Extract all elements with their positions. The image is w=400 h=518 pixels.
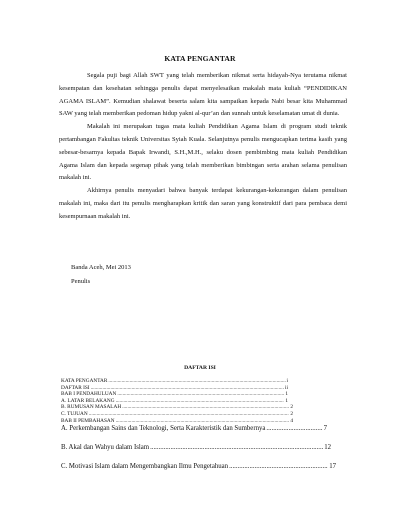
paragraph-3: Akhirnya penulis menyadari bahwa banyak terdapat kekurangan-kekurangan dalam penulisan makalah ini, maka dari itu penulis mengharapkan kritik dan saran yang konstruktif dari para pembaca demi kesempurnaan makalah ini.: [59, 187, 347, 220]
toc-leader: [89, 411, 290, 418]
toc-entry[interactable]: [61, 411, 293, 418]
toc-entry-label: A. LATAR BELAKANG: [61, 397, 115, 404]
toc-entry-page: 4: [290, 417, 293, 424]
toc-title: DAFTAR ISI: [184, 365, 216, 371]
toc-entry[interactable]: [61, 398, 288, 405]
toc-entry-page: 1: [285, 391, 288, 398]
toc-entry-label: BAB II PEMBAHASAN: [61, 417, 115, 424]
toc-entry[interactable]: [61, 378, 288, 385]
toc-entry-label: BAB I PENDAHULUAN: [61, 391, 117, 398]
toc-entry[interactable]: [61, 391, 288, 398]
author-signature: Penulis: [71, 278, 91, 285]
toc-entry-page: 1: [285, 397, 288, 404]
toc-leader: [116, 398, 285, 405]
toc-entry-label: KATA PENGANTAR: [61, 378, 108, 384]
toc-entry-label: C. TUJUAN: [61, 410, 88, 417]
toc-entry-label: DAFTAR ISI: [61, 384, 90, 391]
toc-leader: [122, 404, 289, 411]
foreword-body: [59, 70, 347, 224]
table-of-contents: [61, 378, 349, 471]
toc-entry-page: 2: [290, 404, 293, 411]
toc-entry[interactable]: [61, 425, 327, 433]
toc-entry[interactable]: [61, 444, 331, 452]
toc-entry[interactable]: [61, 404, 293, 411]
toc-leader: [108, 378, 285, 385]
toc-leader: [117, 391, 284, 398]
toc-entry-page: i: [286, 378, 288, 384]
toc-entry-page: ii: [285, 384, 288, 391]
toc-entry-label: B. Akal dan Wahyu dalam Islam: [61, 444, 150, 452]
paragraph-2: Makalah ini merupakan tugas mata kuliah Pendidikan Agama Islam di program studi teknik pertambangan Fakultas teknik Universitas Syiah Kuala. Selanjutnya penulis mengucapkan terima kasih yang sebesar-besarnya kepada Bapak Irwandi, S.H.,M.H., selaku dosen pembimbing mata kuliah Pendidikan Agama Islam dan kepada segenap pihak yang telah memberikan bimbingan serta arahan selama penulisan makalah ini.: [59, 123, 347, 182]
toc-entry-page: 7: [323, 425, 327, 433]
toc-leader: [91, 385, 284, 392]
toc-leader: [116, 418, 290, 425]
toc-entry-label: B. RUMUSAN MASALAH: [61, 404, 122, 411]
toc-leader: [150, 444, 323, 452]
toc-entry[interactable]: [61, 385, 288, 392]
page-title: KATA PENGANTAR: [164, 54, 236, 63]
toc-entry-page: 17: [329, 463, 336, 471]
paragraph-1: Segala puji bagi Allah SWT yang telah memberikan nikmat serta hidayah-Nya terutama nikmat kesempatan dan kesehatan sehingga penulis dapat menyelesaikan makalah mata kuliah “PENDIDIKAN AGAMA ISLAM”. Kemudian shalawat beserta salam kita sampaikan kepada Nabi besar kita Muhammad SAW yang telah memberikan pedoman hidup yakni al-qur’an dan sunnah untuk keselamatan umat di dunia.: [59, 72, 347, 118]
place-date: Banda Aceh, Mei 2013: [71, 264, 131, 271]
toc-leader: [229, 463, 328, 471]
toc-entry-label: C. Motivasi Islam dalam Mengembangkan Ilmu Pengetahuan: [61, 463, 229, 471]
toc-entry[interactable]: [61, 418, 293, 425]
toc-entry-page: 2: [290, 410, 293, 417]
toc-entry[interactable]: [61, 463, 336, 471]
toc-entry-page: 12: [324, 444, 331, 452]
toc-leader: [266, 425, 322, 433]
toc-entry-label: A. Perkembangan Sains dan Teknologi, Serta Karakteristik dan Sumbernya: [61, 425, 266, 433]
